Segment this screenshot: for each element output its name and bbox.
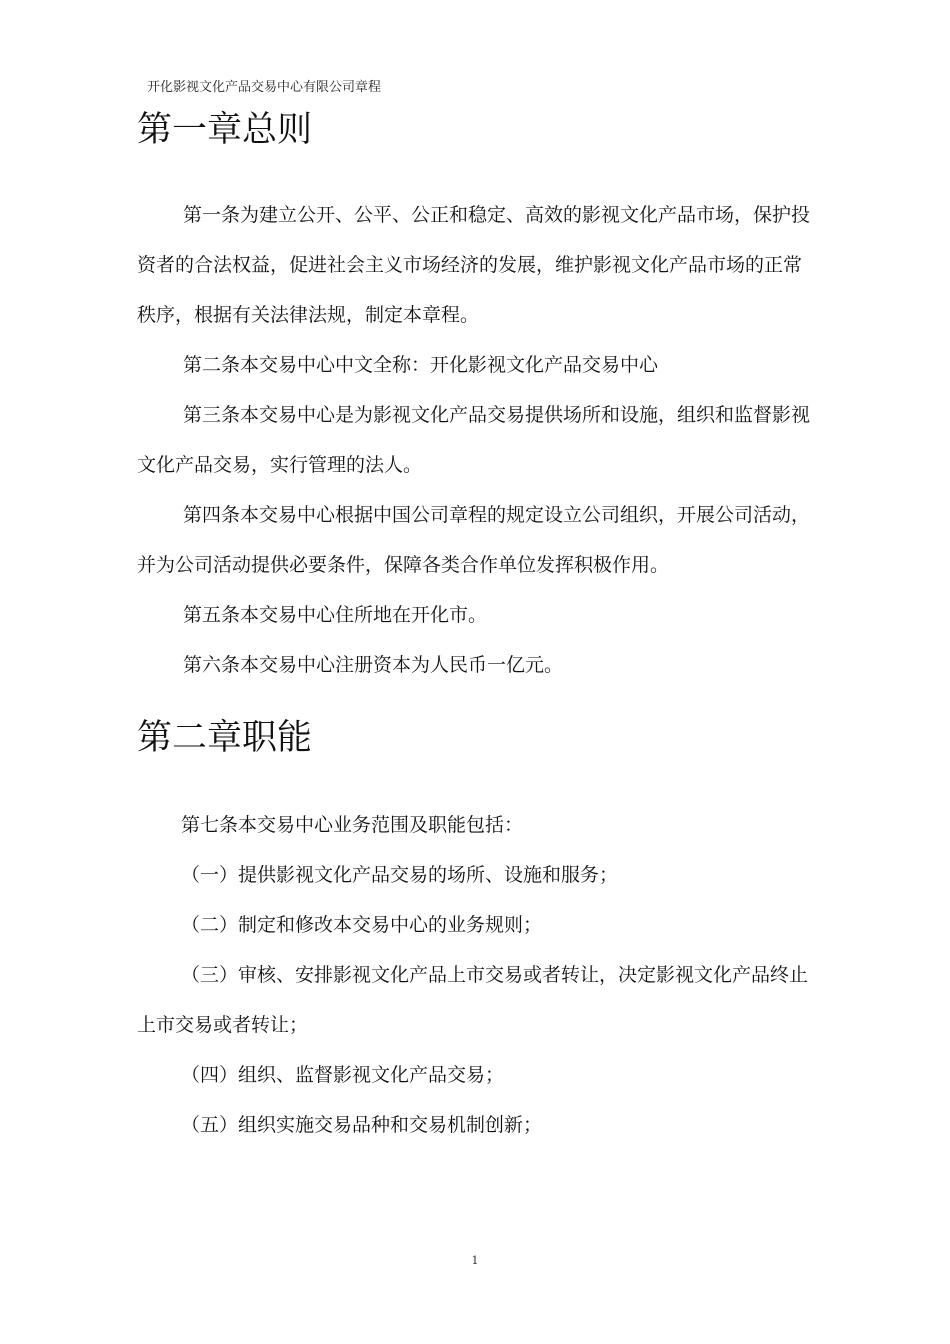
page-number: 1: [471, 1254, 479, 1267]
function-item-5: （五）组织实施交易品种和交易机制创新；: [181, 1114, 543, 1136]
document-header: 开化影视文化产品交易中心有限公司章程: [147, 80, 382, 95]
chapter-2-title: 第二章职能: [137, 718, 313, 758]
function-item-2: （二）制定和修改本交易中心的业务规则；: [181, 914, 543, 936]
article-6: 第六条本交易中心注册资本为人民币一亿元。: [183, 654, 564, 676]
article-3: 第三条本交易中心是为影视文化产品交易提供场所和设施，组织和监督影视文化产品交易，实行管理的法人。: [137, 404, 811, 476]
article-1: 第一条为建立公开、公平、公正和稳定、高效的影视文化产品市场，保护投资者的合法权益，促进社会主义市场经济的发展，维护影视文化产品市场的正常秩序，根据有关法律法规，制定本章程。: [137, 204, 811, 326]
article-2: 第二条本交易中心中文全称：开化影视文化产品交易中心: [183, 354, 659, 376]
chapter-1-title: 第一章总则: [137, 110, 313, 150]
function-item-1: （一）提供影视文化产品交易的场所、设施和服务；: [181, 864, 619, 886]
article-5: 第五条本交易中心住所地在开化市。: [183, 604, 488, 626]
function-item-3: （三）审核、安排影视文化产品上市交易或者转让，决定影视文化产品终止上市交易或者转让；: [137, 964, 809, 1036]
article-7-intro: 第七条本交易中心业务范围及职能包括：: [181, 814, 524, 836]
function-item-4: （四）组织、监督影视文化产品交易；: [181, 1064, 505, 1086]
article-4: 第四条本交易中心根据中国公司章程的规定设立公司组织，开展公司活动，并为公司活动提供必要条件，保障各类合作单位发挥积极作用。: [137, 504, 811, 576]
